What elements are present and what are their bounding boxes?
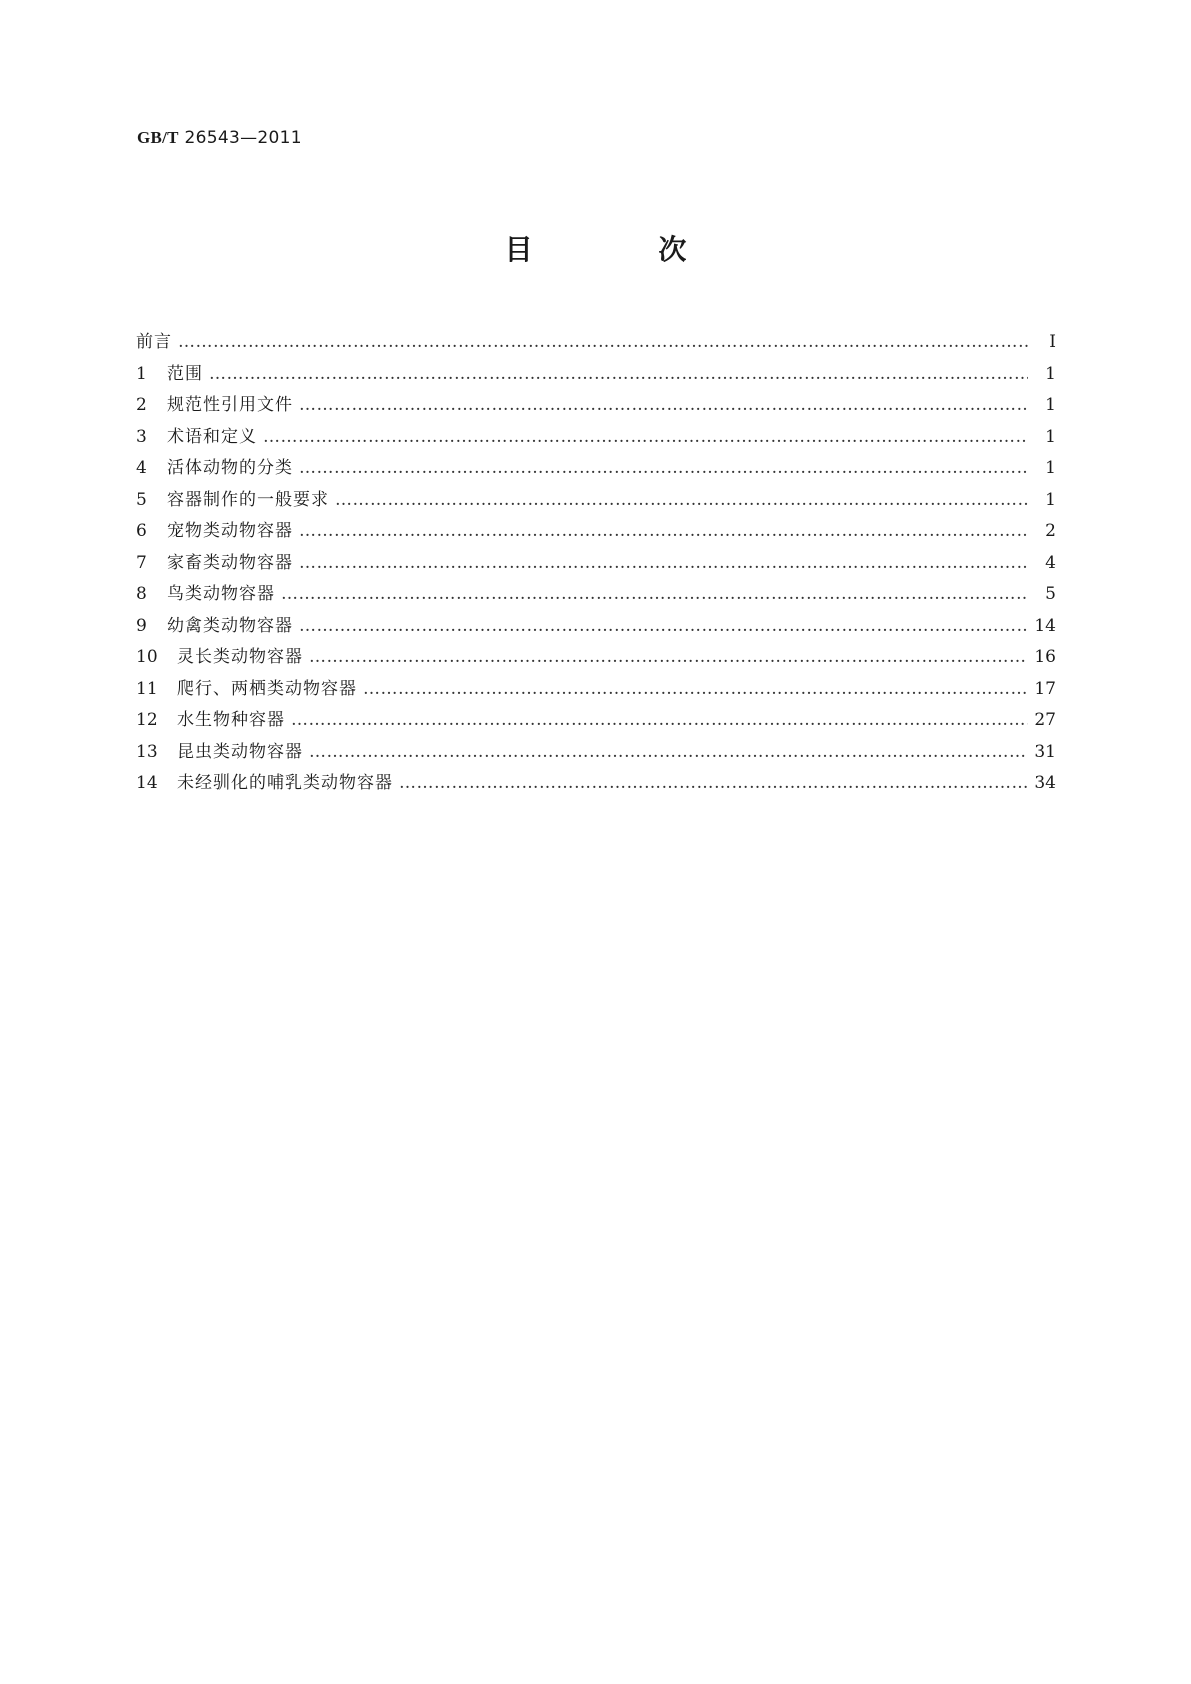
document-code <box>137 128 302 148</box>
toc-entry-2[interactable] <box>136 390 1056 422</box>
toc-entry-number: 3 <box>136 426 147 447</box>
toc-entry-number: 6 <box>136 521 147 541</box>
toc-title: 目 次 <box>504 233 745 266</box>
toc-entry-label: 家畜类动物容器 <box>167 552 293 573</box>
toc-leader-dots <box>281 584 1028 604</box>
toc-entry-number: 5 <box>136 489 147 510</box>
toc-entry-6[interactable] <box>136 516 1056 548</box>
toc-entry-page: 31 <box>1034 741 1056 762</box>
standard-prefix: GB/T <box>137 128 179 147</box>
toc-entry-14[interactable] <box>136 768 1056 800</box>
toc-entry-11[interactable] <box>136 674 1056 706</box>
toc-entry-number: 9 <box>136 615 147 636</box>
toc-leader-dots <box>178 332 1028 352</box>
toc-entry-label: 爬行、两栖类动物容器 <box>177 678 357 699</box>
toc-entry-label: 前言 <box>136 332 172 352</box>
toc-entry-page: 27 <box>1034 710 1056 730</box>
toc-leader-dots <box>299 553 1028 573</box>
toc-entry-label: 灵长类动物容器 <box>177 647 303 667</box>
toc-leader-dots <box>335 490 1028 510</box>
toc-leader-dots <box>209 364 1028 384</box>
toc-leader-dots <box>291 710 1028 730</box>
toc-entry-page: 5 <box>1045 584 1056 604</box>
toc-entry-page: 17 <box>1034 678 1056 699</box>
toc-entry-page: 4 <box>1045 552 1056 573</box>
toc-entry-page: 1 <box>1045 489 1056 510</box>
toc-entry-label: 昆虫类动物容器 <box>177 741 303 762</box>
toc-leader-dots <box>309 742 1028 762</box>
table-of-contents <box>136 327 1056 800</box>
toc-entry-3[interactable] <box>136 422 1056 454</box>
toc-entry-label: 未经驯化的哺乳类动物容器 <box>177 773 393 793</box>
toc-entry-9[interactable] <box>136 611 1056 643</box>
toc-entry-label: 水生物种容器 <box>177 710 285 730</box>
toc-entry-label: 宠物类动物容器 <box>167 521 293 541</box>
toc-leader-dots <box>309 647 1028 667</box>
toc-entry-page: 1 <box>1045 426 1056 447</box>
toc-entry-page: 2 <box>1045 521 1056 541</box>
toc-entry-page: 16 <box>1034 647 1056 667</box>
toc-entry-12[interactable] <box>136 705 1056 737</box>
toc-leader-dots <box>299 616 1028 636</box>
toc-entry-number: 13 <box>136 741 158 762</box>
toc-entry-number: 7 <box>136 552 147 573</box>
toc-entry-number: 10 <box>136 647 158 667</box>
toc-leader-dots <box>263 427 1028 447</box>
toc-entry-label: 鸟类动物容器 <box>167 584 275 604</box>
toc-entry-number: 14 <box>136 773 158 793</box>
toc-entry-page: 1 <box>1045 395 1056 415</box>
toc-entry-page: Ⅰ <box>1049 332 1056 352</box>
toc-entry-8[interactable] <box>136 579 1056 611</box>
toc-leader-dots <box>399 773 1028 793</box>
toc-entry-page: 1 <box>1045 458 1056 478</box>
toc-entry-page: 34 <box>1034 773 1056 793</box>
toc-entry-4[interactable] <box>136 453 1056 485</box>
toc-entry-label: 范围 <box>167 363 203 384</box>
toc-entry-number: 4 <box>136 458 147 478</box>
toc-entry-number: 2 <box>136 395 147 415</box>
toc-entry-number: 8 <box>136 584 147 604</box>
toc-leader-dots <box>299 395 1028 415</box>
toc-entry-7[interactable] <box>136 548 1056 580</box>
toc-entry-number: 11 <box>136 678 158 699</box>
toc-entry-5[interactable] <box>136 485 1056 517</box>
toc-leader-dots <box>299 521 1028 541</box>
toc-entry-13[interactable] <box>136 737 1056 769</box>
toc-leader-dots <box>363 679 1028 699</box>
toc-entry-label: 幼禽类动物容器 <box>167 615 293 636</box>
toc-entry-number: 12 <box>136 710 158 730</box>
standard-number: 26543—2011 <box>184 128 302 148</box>
toc-entry-label: 容器制作的一般要求 <box>167 489 329 510</box>
toc-entry-label: 术语和定义 <box>167 426 257 447</box>
toc-entry-number: 1 <box>136 363 147 384</box>
toc-entry-page: 14 <box>1034 615 1056 636</box>
toc-entry-foreword[interactable] <box>136 327 1056 359</box>
toc-entry-label: 规范性引用文件 <box>167 395 293 415</box>
toc-leader-dots <box>299 458 1028 478</box>
toc-entry-10[interactable] <box>136 642 1056 674</box>
toc-entry-label: 活体动物的分类 <box>167 458 293 478</box>
toc-entry-1[interactable] <box>136 359 1056 391</box>
toc-entry-page: 1 <box>1045 363 1056 384</box>
